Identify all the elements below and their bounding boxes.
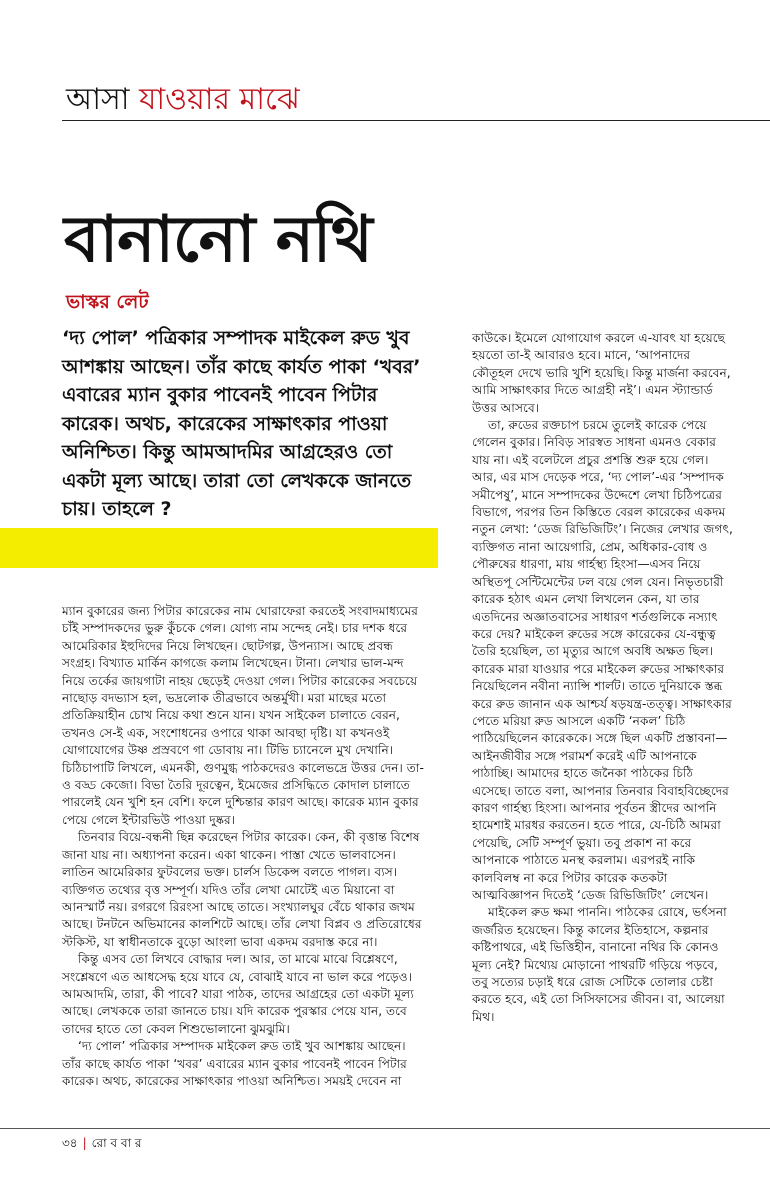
standfirst: ‘দ্য পোল’ পত্রিকার সম্পাদক মাইকেল রুড খুব আশঙ্কায় আছেন। তাঁর কাছে কার্যত পাকা ‘খবর’ এবারের ম্যান বুকার পাবেনই পাবেন পিটার কারেক। অথচ, কারেকের সাক্ষাৎকার পাওয়া অনিশ্চিত। কিন্তু আমআদমির আগ্রহেরও তো একটা মূল্য আছে। তারা তো লেখককে জানতে চায়। তাহলে ? <box>62 327 421 520</box>
article-headline: বানানো নথি <box>64 203 372 277</box>
footer-rule <box>0 1128 770 1129</box>
body-paragraph: তিনবার বিয়ে-বন্ধনী ছিন্ন করেছেন পিটার কারেক। কেন, কী বৃত্তান্ত বিশেষ জানা যায় না। অধ্যাপনা করেন। একা থাকেন। পাস্তা খেতে ভালবাসেন। লাতিন আমেরিকার ফুটবলের ভক্ত। চার্লস ডিকেন্স বলতে পাগল। ব্যস। ব্যক্তিগত তথ্যের বৃত্ত সম্পূর্ণ। যদিও তাঁর লেখা মোটেই এত মিয়ানো বা আনস্মার্ট নয়। রগরগে রিরংসা আছে তাতে। সংখ্যালঘুর বেঁচে থাকার জখম আছে। টনটনে অভিমানের কালশিটে আছে। তাঁর লেখা বিপ্লব ও প্রতিরোধের স্টকিস্ট, যা স্বাধীনতাকে বুড়ো আংলা ভাবা একদম বরদাস্ত করে না। <box>62 830 422 949</box>
publication-name: রো ব বা র <box>91 1136 142 1150</box>
body-paragraph: তা, রুডের রক্তচাপ চরমে তুলেই কারেক পেয়ে গেলেন বুকার। নিবিড় সারস্বত সাধনা এমনও বেকার যায় না। এই বলেটলে প্রচুর প্রশস্তি শুরু হয়ে গেল। আর, এর মাস দেড়েক পরে, ‘দ্য পোল’-এর ‘সম্পাদক সমীপেষু’, মানে সম্পাদকের উদ্দেশে লেখা চিঠিপত্রের বিভাগে, পরপর তিন কিস্তিতে বেরল কারেকের একদম নতুন লেখা: ‘ডেজ রিভিজিটিং’। নিজের লেখার জগৎ, ব্যক্তিগত নানা আয়েগারি, প্রেম, অধিকার-বোধ ও পৌরুষের ধারণা, মায় গার্হস্থ্য হিংসা—এসব নিয়ে অস্থিতপূ সেন্টিমেন্টের ঢল বয়ে গেল যেন। নিভৃতচারী কারেক হঠাৎ এমন লেখা লিখলেন কেন, যা তার এতদিনের অজ্ঞাতবাসের সাধারণ শর্তগুলিকে নস্যাৎ করে দেয়? মাইকেল রুডের সঙ্গে কারেকের যে-বন্ধুত্ব তৈরি হয়েছিল, তা মৃত্যুর আগে অবধি অক্ষত ছিল। কারেক মারা যাওয়ার পরে মাইকেল রুডের সাক্ষাৎকার নিয়েছিলেন নবীনা ন্যান্সি শার্লট। তাতে দুনিয়াকে স্তব্ধ করে রুড জানান এক আশ্চর্য ষড়যন্ত্র-তত্ত্ব। সাক্ষাৎকার পেতে মরিয়া রুড আসলে একটি ‘নকল’ চিঠি পাঠিয়েছিলেন কারেককে। সঙ্গে ছিল একটি প্রস্তাবনা— আইনজীবীর সঙ্গে পরামর্শ করেই এটি আপনাকে পাঠাচ্ছি। আমাদের হাতে জনৈকা পাঠকের চিঠি এসেছে। তাতে বলা, আপনার তিনবার বিবাহবিচ্ছেদের কারণ গার্হস্থ্য হিংসা। আপনার পূর্বতন স্ত্রীদের আপনি হামেশাই মারধর করতেন। হতে পারে, যে-চিঠি আমরা পেয়েছি, সেটি সম্পূর্ণ ভুয়া। তবু প্রকাশ না করে আপনাকে পাঠাতে মনস্থ করলাম। এরপরই নাকি কালবিলম্ব না করে পিটার কারেক কতকটা আত্মবিজ্ঞাপন দিতেই ‘ডেজ রিভিজিটিং’ লেখেন। <box>472 418 733 902</box>
body-paragraph: কিন্তু এসব তো লিখবে বোদ্ধার দল। আর, তা মাঝে মাঝে বিশ্লেষণে, সংশ্লেষণে এত আধসেদ্ধ হয়ে যাবে যে, বোঝাই যাবে না ভাল করে পড়েও। আমআদমি, তারা, কী পাবে? যারা পাঠক, তাদের আগ্রহের তো একটা মূল্য আছে। লেখককে তারা জানতে চায়। যদি কারেক পুরস্কার পেয়ে যান, তবে তাদের হাতে তো কেবল শিশুভোলানো ঝুমঝুমি। <box>62 952 414 1036</box>
page-number: ৩৪ <box>62 1136 78 1150</box>
body-paragraph: কাউকে। ইমেলে যোগাযোগ করলে এ-যাবৎ যা হয়েছে হয়তো তা-ই আবারও হবে। মানে, ‘আপনাদের কৌতূহল দেখে ভারি খুশি হয়েছি। কিন্তু মার্জনা করবেন, আমি সাক্ষাৎকার দিতে আগ্রহী নই’। এমন স্ট্যান্ডার্ড উত্তর আসবে। <box>472 331 731 415</box>
body-column-right <box>472 330 734 1026</box>
header-rule <box>62 120 770 121</box>
kicker-part-1: আসা <box>66 82 130 117</box>
section-kicker <box>66 82 300 118</box>
footer-separator: | <box>82 1136 87 1150</box>
yellow-highlight-band <box>0 528 438 568</box>
body-paragraph: ম্যান বুকারের জন্য পিটার কারেকের নাম ঘোরাফেরা করতেই সংবাদমাধ্যমের চাঁই সম্পাদকদের ভুরু কুঁচকে গেল। যোগ্য নাম সন্দেহ নেই। চার দশক ধরে আমেরিকার ইহুদিদের নিয়ে লিখছেন। ছোটগল্প, উপন্যাস। আছে প্রবন্ধ সংগ্রহ। বিখ্যাত মার্কিন কাগজে কলাম লিখেছেন। টানা। লেখার ভাল-মন্দ নিয়ে তর্কের জায়গাটা নাহয় ছেড়েই দেওয়া গেল। পিটার কারেকের সবচেয়ে নাছোড় বদভ্যাস হল, ভদ্রলোক তীব্রভাবে অন্তর্মুখী। মরা মাছের মতো প্রতিক্রিয়াহীন চোখ নিয়ে কথা শুনে যান। যখন সাইকেল চালাতে বেরন, তখনও সে-ই এক, সংশোধনের ওপারে থাকা আবছা দৃষ্টি। যা কখনওই যোগাযোগের উষ্ণ প্রস্রবণে গা ডোবায় না। টিভি চ্যানেলে মুখ দেখানি। চিঠিচাপাটি লিখলে, এমনকী, গুণমুগ্ধ পাঠকদেরও কালেভদ্রে উত্তর দেন। তা-ও বড্ড কেজো। বিভা তৈরি দূরত্বেন, ইমেজের প্রসিদ্ধিতে কোদাল চালাতে পারলেই যেন খুশি হন বেশি। ফলে দুশ্চিন্তার কারণ আছে। কারেক ম্যান বুকার পেয়ে গেলে ইন্টারভিউ পাওয়া দুষ্কর। <box>62 604 424 827</box>
body-paragraph: ‘দ্য পোল’ পত্রিকার সম্পাদক মাইকেল রুড তাই খুব আশঙ্কায় আছেন। তাঁর কাছে কার্যত পাকা ‘খবর’ এবারের ম্যান বুকার পাবেনই পাবেন পিটার কারেক। অথচ, কারেকের সাক্ষাৎকার পাওয়া অনিশ্চিত। সময়ই দেবেন না <box>62 1039 407 1088</box>
page-footer <box>62 1135 141 1155</box>
kicker-part-2: যাওয়ার মাঝে <box>139 82 300 117</box>
author-byline: ভাস্কর লেট <box>66 291 149 313</box>
body-column-left <box>62 603 424 1090</box>
body-paragraph: মাইকেল রুড ক্ষমা পাননি। পাঠকের রোষে, ভর্ৎসনা জর্জরিত হয়েছেন। কিন্তু কালের ইতিহাসে, কল্পনার কষ্টিপাথরে, এই ভিত্তিহীন, বানানো নথির কি কোনও মূল্য নেই? মিথ্যেয় মোড়ানো পাথরটি গড়িয়ে পড়বে, তবু সত্যের চড়াই ধরে রোজ সেটিকে তোলার চেষ্টা করতে হবে, এই তো সিসিফাসের জীবন। বা, আলেয়া মিথ। <box>472 905 727 1024</box>
